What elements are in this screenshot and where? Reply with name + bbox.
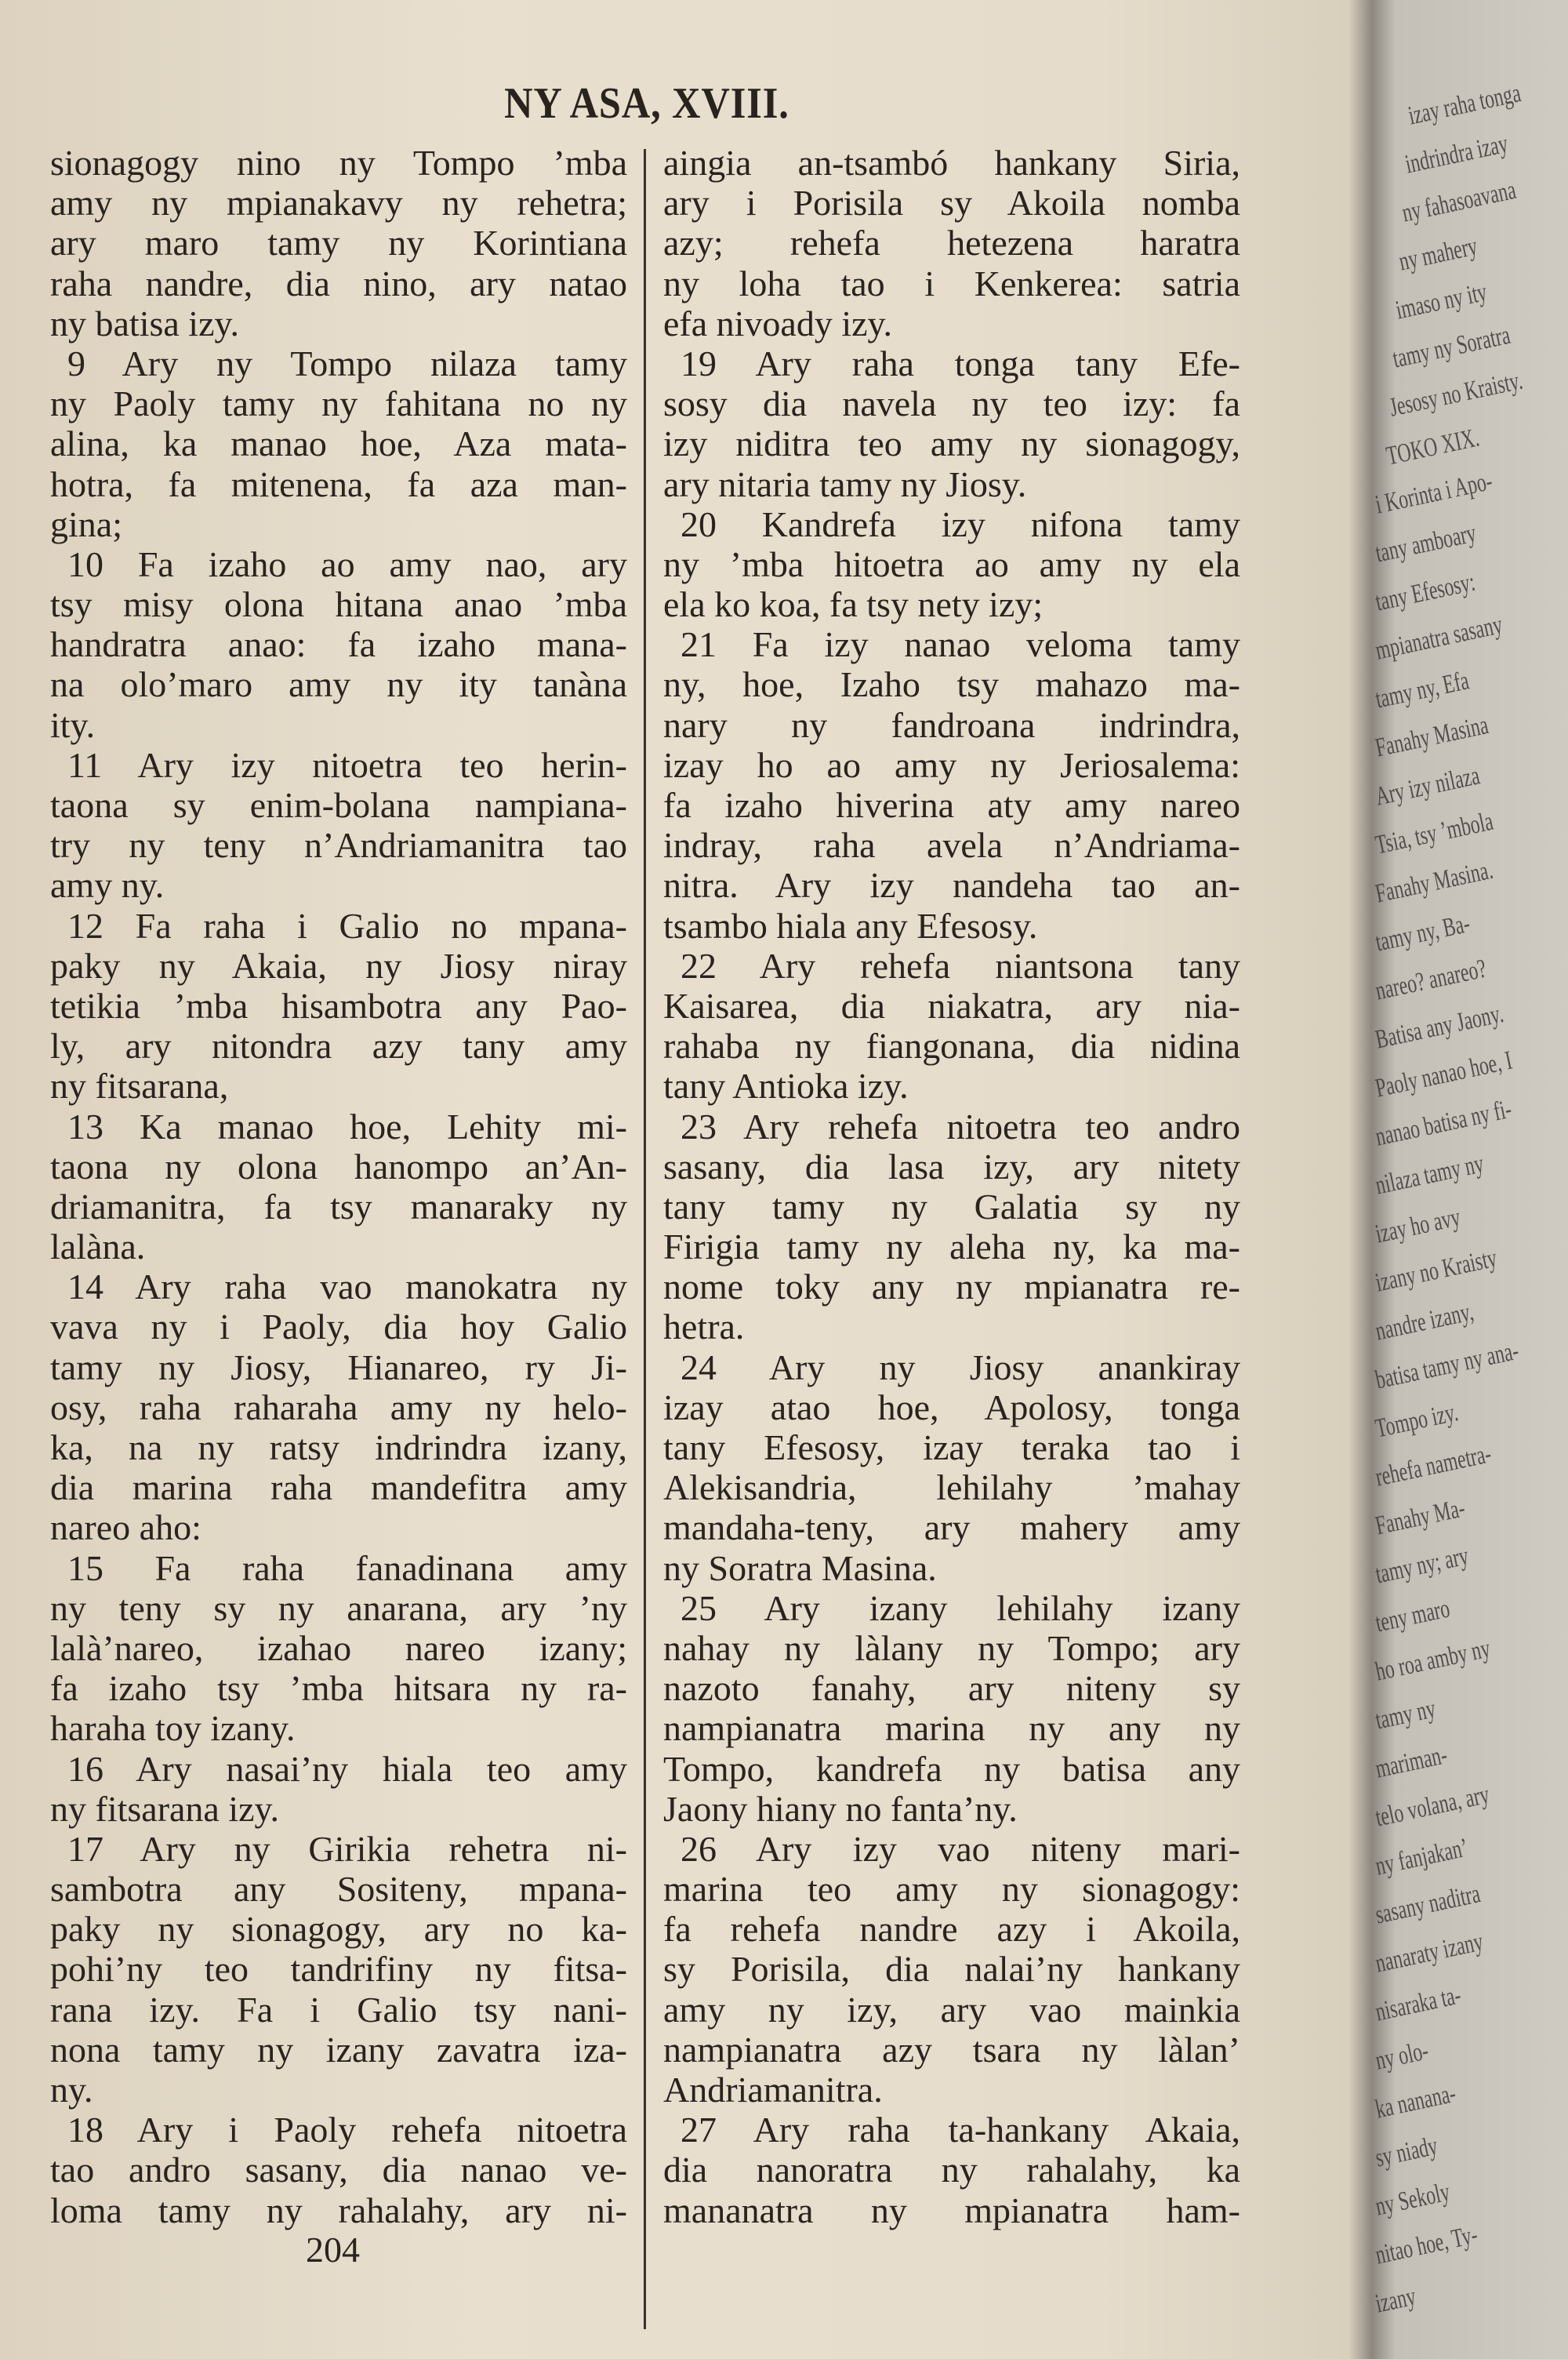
verse-start-line: 12 Fa raha i Galio no mpana- xyxy=(67,905,627,946)
text-line: alina, ka manao hoe, Aza mata- xyxy=(50,423,627,464)
verse-start-line: 16 Ary nasai’ny hiala teo amy xyxy=(67,1748,627,1789)
verse-start-line: 10 Fa izaho ao amy nao, ary xyxy=(67,543,627,584)
text-line: tamy ny Jiosy, Hianareo, ry Ji- xyxy=(50,1347,627,1387)
verse-start-line: 27 Ary raha ta-hankany Akaia, xyxy=(681,2110,1240,2150)
text-line: ny, hoe, Izaho tsy mahazo ma- xyxy=(663,664,1240,705)
facing-page-fragment: izany no Kraisty xyxy=(1373,1243,1500,1298)
verse-start-line: 14 Ary raha vao manokatra ny xyxy=(67,1267,627,1307)
facing-page-fragment: ny mahery xyxy=(1396,231,1480,277)
text-line: nampianatra azy tsara ny làlan’ xyxy=(663,2029,1240,2070)
text-line: sy Porisila, dia nalai’ny hankany xyxy=(663,1949,1240,1990)
facing-page-fragment: Tompo izy. xyxy=(1373,1398,1461,1444)
facing-page-fragment: batisa tamy ny ana- xyxy=(1373,1336,1522,1395)
facing-page-fragment: ny Sekoly xyxy=(1373,2177,1453,2222)
text-line: tsy misy olona hitana anao ’mba xyxy=(50,584,627,625)
text-line: ity. xyxy=(50,704,96,745)
text-line: izy niditra teo amy ny sionagogy, xyxy=(663,423,1240,464)
text-line: ny ’mba hitoetra ao amy ny ela xyxy=(663,543,1240,584)
verse-start-line: 11 Ary izy nitoetra teo herin- xyxy=(67,744,627,785)
text-line: dia marina raha mandefitra amy xyxy=(50,1467,627,1508)
facing-page-fragment: Fanahy Masina xyxy=(1373,711,1491,763)
text-line: hotra, fa mitenena, fa aza man- xyxy=(50,463,627,504)
text-line: tsambo hiala any Efesosy. xyxy=(663,905,1038,946)
text-line: indray, raha avela n’Andriama- xyxy=(663,825,1240,866)
page-number: 204 xyxy=(306,2230,360,2270)
facing-page-fragment: tamy ny; ary xyxy=(1373,1541,1472,1590)
facing-page-fragment: ny fahasoavana xyxy=(1399,175,1519,228)
text-line: loma tamy ny rahalahy, ary ni- xyxy=(50,2190,627,2230)
facing-page-fragment: Jesosy no Kraisty. xyxy=(1387,365,1526,423)
text-line: hetra. xyxy=(663,1307,745,1347)
facing-page-fragment: Tsia, tsy ’mbola xyxy=(1373,806,1496,860)
text-line: efa nivoady izy. xyxy=(663,303,893,343)
text-line: Andriamanitra. xyxy=(663,2070,883,2110)
text-line: sasany, dia lasa izy, ary nitety xyxy=(663,1146,1240,1187)
text-line: Tompo, kandrefa ny batisa any xyxy=(663,1748,1240,1789)
text-line: Firigia tamy ny aleha ny, ka ma- xyxy=(663,1227,1240,1267)
text-line: Jaony hiany no fanta’ny. xyxy=(663,1788,1018,1829)
text-line: tany Antioka izy. xyxy=(663,1066,909,1107)
text-line: ny teny sy ny anarana, ary ’ny xyxy=(50,1587,627,1628)
facing-page-fragment: TOKO XIX. xyxy=(1384,423,1482,471)
facing-page-fragment: tany Efesosy: xyxy=(1373,567,1478,617)
text-line: izay atao hoe, Apolosy, tonga xyxy=(663,1387,1240,1427)
text-line: fa izaho tsy ’mba hitsara ny ra- xyxy=(50,1668,627,1709)
text-line: azy; rehefa hetezena haratra xyxy=(663,223,1240,264)
text-line: haraha toy izany. xyxy=(50,1708,296,1749)
text-line: nitra. Ary izy nandeha tao an- xyxy=(663,865,1240,906)
text-line: handratra anao: fa izaho mana- xyxy=(50,624,627,665)
text-line: vava ny i Paoly, dia hoy Galio xyxy=(50,1307,627,1347)
facing-page-fragment: mariman- xyxy=(1373,1740,1450,1784)
verse-start-line: 20 Kandrefa izy nifona tamy xyxy=(681,503,1240,544)
text-line: lalàna. xyxy=(50,1227,146,1267)
text-line: ny fitsarana izy. xyxy=(50,1788,280,1829)
facing-page-fragment: nisaraka ta- xyxy=(1373,1980,1464,2027)
facing-page-fragment: nareo? anareo? xyxy=(1373,954,1489,1006)
text-line: aingia an-tsambó hankany Siria, xyxy=(663,143,1240,183)
facing-page-fragment: Batisa any Jaony. xyxy=(1373,998,1506,1055)
text-line: ny. xyxy=(50,2070,93,2110)
text-line: mandaha-teny, ary mahery amy xyxy=(663,1507,1240,1548)
running-header: NY ASA, XVIII. xyxy=(504,79,789,128)
text-line: ary i Porisila sy Akoila nomba xyxy=(663,183,1240,224)
verse-start-line: 24 Ary ny Jiosy anankiray xyxy=(681,1347,1240,1387)
facing-page-fragment: ny fanjakan’ xyxy=(1373,1833,1471,1881)
facing-page-fragment: tamy ny Soratra xyxy=(1390,320,1513,374)
text-line: fa rehefa nandre azy i Akoila, xyxy=(663,1909,1240,1950)
facing-page-fragment: tamy ny xyxy=(1373,1694,1439,1736)
text-line: amy ny. xyxy=(50,865,165,906)
text-line: taona ny olona hanompo an’An- xyxy=(50,1146,627,1187)
facing-page-fragment: ho roa amby ny xyxy=(1373,1634,1494,1687)
facing-page-fragment: teny maro xyxy=(1373,1594,1453,1638)
text-line: amy ny mpianakavy ny rehetra; xyxy=(50,183,627,224)
text-line: sionagogy nino ny Tompo ’mba xyxy=(50,143,627,183)
text-line: nahay ny làlany ny Tompo; ary xyxy=(663,1627,1240,1668)
facing-page-fragment: izay ho avy xyxy=(1373,1202,1464,1249)
text-line: nary ny fandroana indrindra, xyxy=(663,704,1240,745)
verse-start-line: 18 Ary i Paoly rehefa nitoetra xyxy=(67,2110,627,2150)
text-line: na olo’maro amy ny ity tanàna xyxy=(50,664,627,705)
text-line: tany Efesosy, izay teraka tao i xyxy=(663,1427,1240,1467)
facing-page-fragment: rehefa nametra- xyxy=(1373,1439,1494,1492)
text-line: try ny teny n’Andriamanitra tao xyxy=(50,825,627,866)
text-line: ary maro tamy ny Korintiana xyxy=(50,223,627,264)
facing-page-fragment: tamy ny, Ba- xyxy=(1373,909,1473,958)
verse-start-line: 17 Ary ny Girikia rehetra ni- xyxy=(67,1828,627,1869)
verse-start-line: 9 Ary ny Tompo nilaza tamy xyxy=(67,343,627,383)
text-line: nome toky any ny mpianatra re- xyxy=(663,1267,1240,1307)
facing-page-fragment: imaso ny ity xyxy=(1393,277,1490,325)
facing-page-fragment: sy niady xyxy=(1373,2131,1440,2173)
facing-page-fragment: nandre izany, xyxy=(1373,1297,1476,1347)
facing-page-edge xyxy=(1368,0,1568,2359)
text-line: izay ho ao amy ny Jeriosalema: xyxy=(663,744,1240,785)
text-line: raha nandre, dia nino, ary natao xyxy=(50,263,627,304)
text-line: ny fitsarana, xyxy=(50,1066,229,1107)
facing-page-fragment: izay raha tonga xyxy=(1406,78,1523,131)
text-line: ela ko koa, fa tsy nety izy; xyxy=(663,584,1044,625)
text-line: taona sy enim-bolana nampiana- xyxy=(50,785,627,825)
text-line: ny Soratra Masina. xyxy=(663,1547,937,1588)
facing-page-fragment: nitao hoe, Ty- xyxy=(1373,2219,1480,2270)
text-line: lalà’nareo, izahao nareo izany; xyxy=(50,1627,627,1668)
text-line: osy, raha raharaha amy ny helo- xyxy=(50,1387,627,1427)
facing-page-fragment: sasany naditra xyxy=(1373,1879,1483,1930)
facing-page-fragment: Fanahy Masina. xyxy=(1373,855,1496,909)
facing-page-fragment: mpianatra sasany xyxy=(1373,610,1505,666)
facing-page-fragment: Fanahy Ma- xyxy=(1373,1493,1468,1541)
text-line: sosy dia navela ny teo izy: fa xyxy=(663,383,1240,424)
text-line: nona tamy ny izany zavatra iza- xyxy=(50,2029,627,2070)
facing-page-fragment: nilaza tamy ny xyxy=(1373,1149,1486,1201)
verse-start-line: 25 Ary izany lehilahy izany xyxy=(681,1587,1240,1628)
text-line: mananatra ny mpianatra ham- xyxy=(663,2190,1240,2230)
text-line: paky ny Akaia, ny Jiosy niray xyxy=(50,945,627,986)
facing-page-fragment: ny olo- xyxy=(1373,2036,1432,2076)
facing-page-fragment: izany xyxy=(1373,2281,1419,2319)
facing-page-fragment: nanaraty izany xyxy=(1373,1927,1486,1979)
left-text-column xyxy=(50,143,627,2230)
facing-page-fragment: ka nanana- xyxy=(1373,2078,1459,2125)
verse-start-line: 21 Fa izy nanao veloma tamy xyxy=(681,624,1240,665)
text-line: ny batisa izy. xyxy=(50,303,240,343)
facing-page-fragment: Ary izy nilaza xyxy=(1373,761,1483,812)
text-line: Alekisandria, lehilahy ’mahay xyxy=(663,1467,1240,1508)
text-line: tao andro sasany, dia nanao ve- xyxy=(50,2150,627,2190)
text-line: ka, na ny ratsy indrindra izany, xyxy=(50,1427,627,1467)
text-line: amy ny izy, ary vao mainkia xyxy=(663,1989,1240,2030)
text-line: Kaisarea, dia niakatra, ary nia- xyxy=(663,985,1240,1026)
text-line: marina teo amy ny sionagogy: xyxy=(663,1869,1240,1910)
verse-start-line: 13 Ka manao hoe, Lehity mi- xyxy=(67,1106,627,1147)
text-line: nampianatra marina ny any ny xyxy=(663,1708,1240,1749)
text-line: ny Paoly tamy ny fahitana no ny xyxy=(50,383,627,424)
text-line: tany tamy ny Galatia sy ny xyxy=(663,1186,1240,1227)
text-line: pohi’ny teo tandrifiny ny fitsa- xyxy=(50,1949,627,1990)
column-divider xyxy=(644,149,646,2329)
text-line: dia nanoratra ny rahalahy, ka xyxy=(663,2150,1240,2190)
facing-page-fragment: nanao batisa ny fi- xyxy=(1373,1094,1515,1152)
right-text-column xyxy=(663,143,1240,2230)
text-line: fa izaho hiverina aty amy nareo xyxy=(663,785,1240,825)
facing-page-fragment: tamy ny, Efa xyxy=(1373,666,1472,714)
text-line: nareo aho: xyxy=(50,1507,201,1548)
verse-start-line: 15 Fa raha fanadinana amy xyxy=(67,1547,627,1588)
text-line: rahaba ny fiangonana, dia nidina xyxy=(663,1026,1240,1067)
text-line: tetikia ’mba hisambotra any Pao- xyxy=(50,985,627,1026)
text-line: sambotra any Sositeny, mpana- xyxy=(50,1869,627,1910)
text-line: ary nitaria tamy ny Jiosy. xyxy=(663,463,1027,504)
text-line: paky ny sionagogy, ary no ka- xyxy=(50,1909,627,1950)
facing-page-fragment: i Korinta i Apo- xyxy=(1373,466,1495,520)
facing-page-fragment: Paoly nanao hoe, I xyxy=(1373,1045,1515,1103)
text-line: ly, ary nitondra azy tany amy xyxy=(50,1026,627,1067)
verse-start-line: 19 Ary raha tonga tany Efe- xyxy=(681,343,1240,383)
facing-page-fragment: telo volana, ary xyxy=(1373,1779,1492,1833)
verse-start-line: 22 Ary rehefa niantsona tany xyxy=(681,945,1240,986)
facing-page-fragment: indrindra izay xyxy=(1403,129,1511,180)
text-line: rana izy. Fa i Galio tsy nani- xyxy=(50,1989,627,2030)
facing-page-fragment: tany amboary xyxy=(1373,518,1479,569)
text-line: ny loha tao i Kenkerea: satria xyxy=(663,263,1240,304)
verse-start-line: 26 Ary izy vao niteny mari- xyxy=(681,1828,1240,1869)
text-line: driamanitra, fa tsy manaraky ny xyxy=(50,1186,627,1227)
text-line: gina; xyxy=(50,503,122,544)
verse-start-line: 23 Ary rehefa nitoetra teo andro xyxy=(681,1106,1240,1147)
text-line: nazoto fanahy, ary niteny sy xyxy=(663,1668,1240,1709)
